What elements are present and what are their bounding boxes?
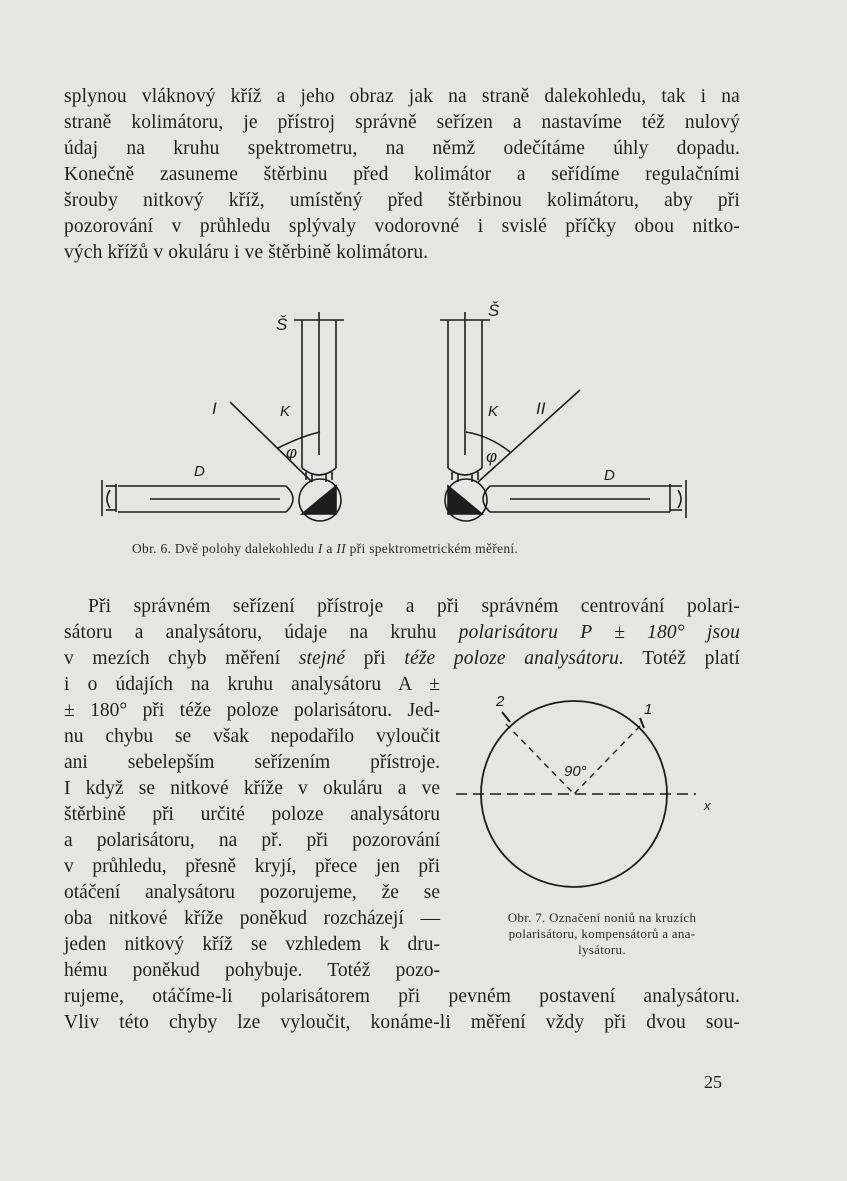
label-phi-right: φ [486, 447, 498, 466]
text-line: v mezích chyb měření stejné při téže poloze analysátoru. Totéž platí [64, 648, 740, 669]
text-line: ± 180° při téže poloze polarisátoru. Jed- [64, 700, 440, 721]
text-line: v průhledu, přesně kryjí, přece jen při [64, 856, 440, 877]
text-line: jeden nitkový kříž se vzhledem k dru- [64, 934, 440, 955]
radius-1-dashed [574, 726, 640, 794]
paragraph-2-head [64, 594, 740, 672]
text-line: šrouby nitkový kříž, umístěný před štěrbinou kolimátoru, aby při [64, 190, 740, 211]
label-k-left: K [280, 403, 291, 420]
label-k-right: K [488, 403, 499, 420]
paragraph-1 [64, 84, 740, 266]
label-d-right: D [604, 467, 615, 484]
page-number: 25 [704, 1072, 722, 1092]
label-slit-left: Š [276, 315, 288, 334]
text-line: a polarisátoru, na př. při pozorování [64, 830, 440, 851]
text-line: Konečně zasuneme štěrbinu před kolimátor a seřídíme regulačními [64, 164, 740, 185]
text-line: vých křížů v okuláru i ve štěrbině kolimátoru. [64, 242, 429, 263]
text-line: rujeme, otáčíme-li polarisátorem při pevném postavení analysátoru. [64, 986, 740, 1007]
angle-arc-left [278, 432, 320, 448]
text-line: straně kolimátoru, je přístroj správně seřízen a nastavíme též nulový [64, 112, 740, 133]
text-line: oba nitkové kříže poněkud rozcházejí — [64, 908, 440, 929]
prism-left [299, 479, 341, 521]
text-line: hému poněkud pohybuje. Totéž pozo- [64, 960, 440, 981]
label-d-left: D [194, 463, 205, 480]
figure-6-caption: Obr. 6. Dvě polohy dalekohledu I a II při spektrometrickém měření. [132, 541, 519, 556]
paragraph-2-tail [64, 984, 740, 1036]
text-line: I když se nitkové kříže v okuláru a ve [64, 778, 440, 799]
label-position-2: II [536, 399, 546, 418]
text-line: pozorování v průhledu splývaly vodorovné i svislé příčky obou nitko- [64, 216, 740, 237]
prism-right [445, 479, 487, 521]
label-slit-right: Š [488, 301, 500, 320]
label-position-1: I [212, 399, 217, 418]
ray-left [230, 402, 312, 482]
text-line: údaj na kruhu spektrometru, na němž odečítáme úhly dopadu. [64, 138, 740, 159]
telescope-right [483, 480, 686, 518]
figure-7-caption: Obr. 7. Označení noniů na kruzích polarisátoru, kompensátorů a ana- lysátoru. [507, 910, 697, 957]
text-line: Vliv této chyby lze vyloučit, konáme-li měření vždy při dvou sou- [64, 1012, 740, 1033]
collimator-right [440, 312, 490, 482]
text-line: otáčení analysátoru pozorujeme, že se [64, 882, 440, 903]
figure-6-spectrometer-diagram [90, 290, 710, 530]
text-line: štěrbině při určité poloze analysátoru [64, 804, 440, 825]
text-line: nu chybu se však nepodařilo vyloučit [64, 726, 440, 747]
text-line: sátoru a analysátoru, údaje na kruhu polarisátoru P ± 180° jsou [64, 622, 740, 643]
label-phi-left: φ [286, 443, 298, 462]
text-line: i o údajích na kruhu analysátoru A ± [64, 674, 440, 695]
collimator-left [294, 312, 344, 482]
text-line: splynou vláknový kříž a jeho obraz jak na straně dalekohledu, tak i na [64, 86, 740, 107]
text-line: Při správném seřízení přístroje a při správném centrování polari- [88, 596, 740, 617]
telescope-left [102, 480, 293, 516]
label-angle-90: 90° [564, 763, 587, 780]
label-vernier-1: 1 [644, 701, 653, 718]
radius-2-dashed [506, 724, 574, 794]
paragraph-2-wrapped-column [64, 672, 440, 984]
figure-7-vernier-circle [450, 692, 730, 904]
text-line: ani sebelepším seřízením přístroje. [64, 752, 440, 773]
label-vernier-2: 2 [496, 693, 505, 710]
label-axis-x: x [704, 798, 711, 813]
